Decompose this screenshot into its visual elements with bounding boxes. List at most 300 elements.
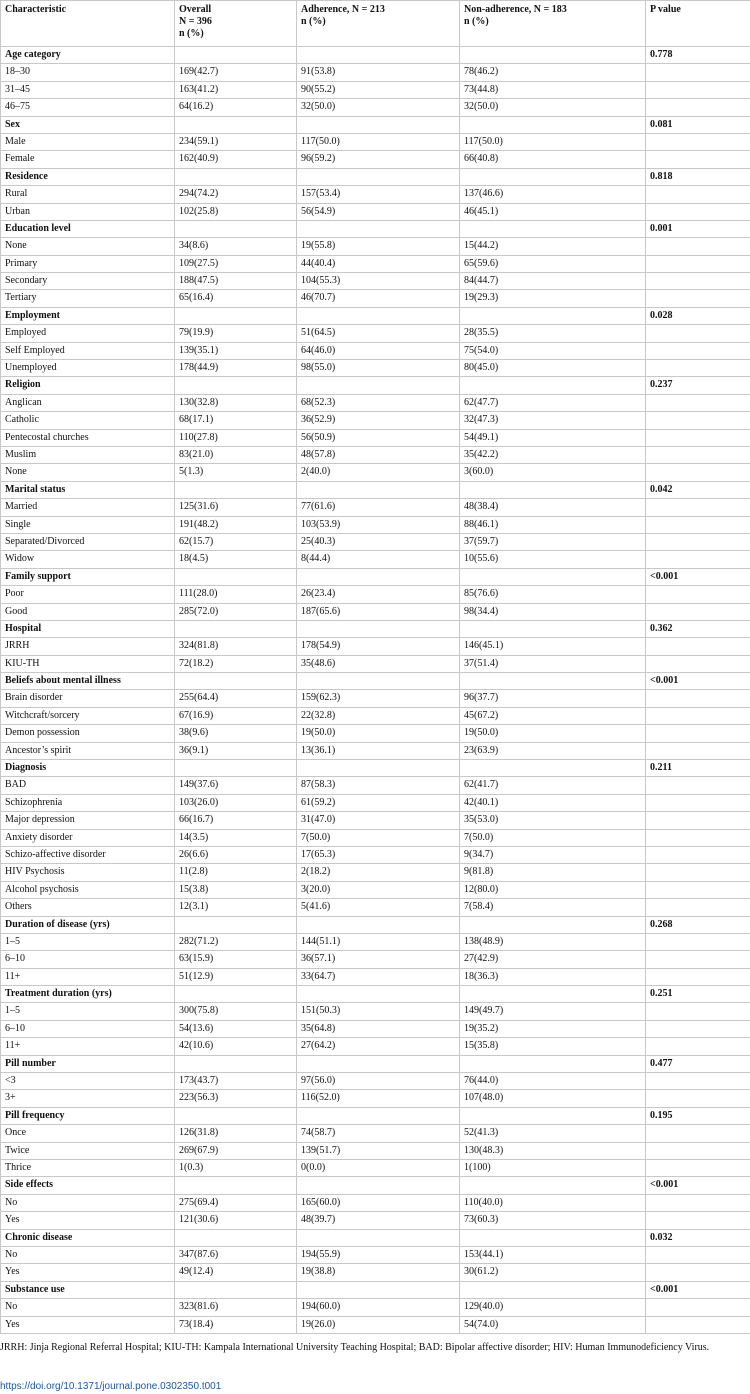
nonadherence-cell: 35(53.0) — [460, 812, 646, 829]
table-row — [1, 255, 750, 272]
empty-cell — [460, 377, 646, 394]
nonadherence-cell: 54(74.0) — [460, 1316, 646, 1333]
empty-cell — [646, 1212, 750, 1229]
empty-cell — [646, 968, 750, 985]
table-row — [1, 1299, 750, 1316]
row-label: 6–10 — [1, 1020, 175, 1037]
empty-cell — [646, 829, 750, 846]
nonadherence-cell: 84(44.7) — [460, 273, 646, 290]
empty-cell — [297, 307, 460, 324]
overall-cell: 14(3.5) — [175, 829, 297, 846]
adherence-cell: 91(53.8) — [297, 64, 460, 81]
table-row — [1, 1038, 750, 1055]
overall-cell: 191(48.2) — [175, 516, 297, 533]
nonadherence-cell: 52(41.3) — [460, 1125, 646, 1142]
adherence-cell: 187(65.6) — [297, 603, 460, 620]
empty-cell — [646, 655, 750, 672]
table-row — [1, 1142, 750, 1159]
row-label: Rural — [1, 186, 175, 203]
nonadherence-cell: 117(50.0) — [460, 133, 646, 150]
nonadherence-cell: 42(40.1) — [460, 794, 646, 811]
nonadherence-cell: 129(40.0) — [460, 1299, 646, 1316]
empty-cell — [297, 377, 460, 394]
empty-cell — [646, 64, 750, 81]
empty-cell — [175, 1229, 297, 1246]
adherence-cell: 178(54.9) — [297, 638, 460, 655]
empty-cell — [646, 325, 750, 342]
overall-cell: 162(40.9) — [175, 151, 297, 168]
row-label: Anxiety disorder — [1, 829, 175, 846]
empty-cell — [646, 499, 750, 516]
overall-cell: 347(87.6) — [175, 1246, 297, 1263]
section-p-value: 0.028 — [646, 307, 750, 324]
table-row — [1, 586, 750, 603]
row-label: Tertiary — [1, 290, 175, 307]
empty-cell — [297, 1281, 460, 1298]
empty-cell — [646, 899, 750, 916]
table-row — [1, 899, 750, 916]
table-row — [1, 151, 750, 168]
empty-cell — [297, 760, 460, 777]
adherence-cell: 117(50.0) — [297, 133, 460, 150]
table-row — [1, 794, 750, 811]
row-label: Alcohol psychosis — [1, 881, 175, 898]
empty-cell — [646, 812, 750, 829]
section-p-value: 0.251 — [646, 986, 750, 1003]
section-header-row — [1, 1281, 750, 1298]
adherence-cell: 7(50.0) — [297, 829, 460, 846]
empty-cell — [646, 273, 750, 290]
row-label: BAD — [1, 777, 175, 794]
section-p-value: 0.211 — [646, 760, 750, 777]
row-label: KIU-TH — [1, 655, 175, 672]
empty-cell — [175, 116, 297, 133]
adherence-cell: 104(55.3) — [297, 273, 460, 290]
adherence-cell: 44(40.4) — [297, 255, 460, 272]
overall-cell: 66(16.7) — [175, 812, 297, 829]
adherence-cell: 0(0.0) — [297, 1160, 460, 1177]
row-label: Married — [1, 499, 175, 516]
adherence-cell: 35(64.8) — [297, 1020, 460, 1037]
row-label: Witchcraft/sorcery — [1, 707, 175, 724]
empty-cell — [646, 151, 750, 168]
header-pvalue: P value — [646, 1, 750, 47]
section-title: Residence — [1, 168, 175, 185]
row-label: Secondary — [1, 273, 175, 290]
nonadherence-cell: 28(35.5) — [460, 325, 646, 342]
empty-cell — [646, 551, 750, 568]
empty-cell — [460, 47, 646, 64]
empty-cell — [646, 1299, 750, 1316]
row-label: No — [1, 1246, 175, 1263]
nonadherence-cell: 78(46.2) — [460, 64, 646, 81]
nonadherence-cell: 1(100) — [460, 1160, 646, 1177]
overall-cell: 65(16.4) — [175, 290, 297, 307]
table-row — [1, 238, 750, 255]
empty-cell — [460, 1177, 646, 1194]
row-label: HIV Psychosis — [1, 864, 175, 881]
nonadherence-cell: 9(81.8) — [460, 864, 646, 881]
adherence-cell: 139(51.7) — [297, 1142, 460, 1159]
adherence-cell: 36(52.9) — [297, 412, 460, 429]
empty-cell — [646, 1316, 750, 1333]
adherence-cell: 22(32.8) — [297, 707, 460, 724]
adherence-cell: 46(70.7) — [297, 290, 460, 307]
empty-cell — [646, 464, 750, 481]
adherence-cell: 144(51.1) — [297, 933, 460, 950]
overall-cell: 12(3.1) — [175, 899, 297, 916]
row-label: Poor — [1, 586, 175, 603]
adherence-cell: 48(39.7) — [297, 1212, 460, 1229]
empty-cell — [646, 290, 750, 307]
overall-cell: 109(27.5) — [175, 255, 297, 272]
nonadherence-cell: 62(47.7) — [460, 394, 646, 411]
section-header-row — [1, 481, 750, 498]
table-row — [1, 638, 750, 655]
empty-cell — [460, 986, 646, 1003]
header-overall-line: N = 396 — [179, 16, 212, 27]
row-label: Yes — [1, 1316, 175, 1333]
empty-cell — [175, 1107, 297, 1124]
section-p-value: 0.477 — [646, 1055, 750, 1072]
adherence-cell: 35(48.6) — [297, 655, 460, 672]
section-header-row — [1, 916, 750, 933]
table-row — [1, 99, 750, 116]
section-title: Chronic disease — [1, 1229, 175, 1246]
table-row — [1, 707, 750, 724]
empty-cell — [646, 690, 750, 707]
empty-cell — [175, 377, 297, 394]
nonadherence-cell: 130(48.3) — [460, 1142, 646, 1159]
adherence-cell: 165(60.0) — [297, 1194, 460, 1211]
row-label: Separated/Divorced — [1, 533, 175, 550]
section-title: Sex — [1, 116, 175, 133]
overall-cell: 51(12.9) — [175, 968, 297, 985]
adherence-cell: 74(58.7) — [297, 1125, 460, 1142]
table-row — [1, 1160, 750, 1177]
section-p-value: 0.032 — [646, 1229, 750, 1246]
adherence-cell: 103(53.9) — [297, 516, 460, 533]
doi-link[interactable]: https://doi.org/10.1371/journal.pone.0302350.t001 — [0, 1381, 222, 1392]
empty-cell — [297, 47, 460, 64]
header-nonadherence-line: n (%) — [464, 16, 489, 27]
table-row — [1, 342, 750, 359]
row-label: None — [1, 238, 175, 255]
header-nonadherence — [460, 1, 646, 47]
row-label: 6–10 — [1, 951, 175, 968]
nonadherence-cell: 19(29.3) — [460, 290, 646, 307]
nonadherence-cell: 54(49.1) — [460, 429, 646, 446]
overall-cell: 110(27.8) — [175, 429, 297, 446]
table-row — [1, 533, 750, 550]
nonadherence-cell: 19(35.2) — [460, 1020, 646, 1037]
overall-cell: 111(28.0) — [175, 586, 297, 603]
empty-cell — [646, 203, 750, 220]
nonadherence-cell: 73(60.3) — [460, 1212, 646, 1229]
empty-cell — [646, 81, 750, 98]
row-label: 46–75 — [1, 99, 175, 116]
table-row — [1, 360, 750, 377]
row-label: 11+ — [1, 1038, 175, 1055]
nonadherence-cell: 153(44.1) — [460, 1246, 646, 1263]
empty-cell — [646, 1020, 750, 1037]
table-row — [1, 499, 750, 516]
row-label: Primary — [1, 255, 175, 272]
empty-cell — [646, 1160, 750, 1177]
empty-cell — [646, 777, 750, 794]
table-row — [1, 464, 750, 481]
table-row — [1, 1020, 750, 1037]
table-row — [1, 690, 750, 707]
adherence-cell: 194(55.9) — [297, 1246, 460, 1263]
empty-cell — [646, 933, 750, 950]
empty-cell — [297, 1107, 460, 1124]
overall-cell: 139(35.1) — [175, 342, 297, 359]
overall-cell: 62(15.7) — [175, 533, 297, 550]
table-row — [1, 64, 750, 81]
empty-cell — [646, 846, 750, 863]
empty-cell — [646, 742, 750, 759]
overall-cell: 178(44.9) — [175, 360, 297, 377]
empty-cell — [646, 638, 750, 655]
table-row — [1, 1316, 750, 1333]
nonadherence-cell: 65(59.6) — [460, 255, 646, 272]
empty-cell — [646, 516, 750, 533]
table-row — [1, 516, 750, 533]
empty-cell — [646, 255, 750, 272]
section-title: Family support — [1, 568, 175, 585]
empty-cell — [646, 725, 750, 742]
empty-cell — [646, 951, 750, 968]
table-row — [1, 1212, 750, 1229]
table-row — [1, 742, 750, 759]
section-p-value: 0.195 — [646, 1107, 750, 1124]
empty-cell — [460, 116, 646, 133]
overall-cell: 42(10.6) — [175, 1038, 297, 1055]
row-label: JRRH — [1, 638, 175, 655]
nonadherence-cell: 15(35.8) — [460, 1038, 646, 1055]
section-title: Duration of disease (yrs) — [1, 916, 175, 933]
section-p-value: 0.081 — [646, 116, 750, 133]
nonadherence-cell: 88(46.1) — [460, 516, 646, 533]
adherence-cell: 96(59.2) — [297, 151, 460, 168]
row-label: 1–5 — [1, 933, 175, 950]
empty-cell — [297, 916, 460, 933]
adherence-cell: 2(18.2) — [297, 864, 460, 881]
section-header-row — [1, 620, 750, 637]
adherence-cell: 157(53.4) — [297, 186, 460, 203]
overall-cell: 125(31.6) — [175, 499, 297, 516]
adherence-cell: 56(50.9) — [297, 429, 460, 446]
empty-cell — [460, 220, 646, 237]
row-label: Good — [1, 603, 175, 620]
overall-cell: 103(26.0) — [175, 794, 297, 811]
row-label: Catholic — [1, 412, 175, 429]
nonadherence-cell: 48(38.4) — [460, 499, 646, 516]
adherence-cell: 90(55.2) — [297, 81, 460, 98]
row-label: Self Employed — [1, 342, 175, 359]
nonadherence-cell: 27(42.9) — [460, 951, 646, 968]
overall-cell: 34(8.6) — [175, 238, 297, 255]
nonadherence-cell: 9(34.7) — [460, 846, 646, 863]
overall-cell: 5(1.3) — [175, 464, 297, 481]
overall-cell: 163(41.2) — [175, 81, 297, 98]
adherence-cell: 26(23.4) — [297, 586, 460, 603]
empty-cell — [646, 394, 750, 411]
section-header-row — [1, 760, 750, 777]
nonadherence-cell: 30(61.2) — [460, 1264, 646, 1281]
empty-cell — [175, 220, 297, 237]
adherence-cell: 33(64.7) — [297, 968, 460, 985]
table-row — [1, 273, 750, 290]
adherence-cell: 159(62.3) — [297, 690, 460, 707]
nonadherence-cell: 35(42.2) — [460, 446, 646, 463]
table-row — [1, 394, 750, 411]
empty-cell — [297, 568, 460, 585]
section-p-value: 0.362 — [646, 620, 750, 637]
empty-cell — [297, 673, 460, 690]
section-header-row — [1, 1177, 750, 1194]
adherence-cell: 25(40.3) — [297, 533, 460, 550]
section-p-value: 0.237 — [646, 377, 750, 394]
empty-cell — [175, 568, 297, 585]
overall-cell: 324(81.8) — [175, 638, 297, 655]
table-row — [1, 725, 750, 742]
nonadherence-cell: 98(34.4) — [460, 603, 646, 620]
nonadherence-cell: 15(44.2) — [460, 238, 646, 255]
adherence-cell: 19(26.0) — [297, 1316, 460, 1333]
table-row — [1, 1125, 750, 1142]
row-label: 31–45 — [1, 81, 175, 98]
nonadherence-cell: 138(48.9) — [460, 933, 646, 950]
overall-cell: 102(25.8) — [175, 203, 297, 220]
row-label: Demon possession — [1, 725, 175, 742]
empty-cell — [175, 168, 297, 185]
row-label: Single — [1, 516, 175, 533]
empty-cell — [175, 986, 297, 1003]
empty-cell — [646, 1264, 750, 1281]
row-label: Muslim — [1, 446, 175, 463]
empty-cell — [175, 916, 297, 933]
adherence-cell: 19(55.8) — [297, 238, 460, 255]
overall-cell: 130(32.8) — [175, 394, 297, 411]
section-header-row — [1, 673, 750, 690]
header-adherence-line: n (%) — [301, 16, 326, 27]
nonadherence-cell: 96(37.7) — [460, 690, 646, 707]
adherence-cell: 36(57.1) — [297, 951, 460, 968]
adherence-cell: 194(60.0) — [297, 1299, 460, 1316]
empty-cell — [460, 760, 646, 777]
table-body — [1, 47, 750, 1334]
empty-cell — [297, 481, 460, 498]
table-row — [1, 829, 750, 846]
overall-cell: 275(69.4) — [175, 1194, 297, 1211]
overall-cell: 282(71.2) — [175, 933, 297, 950]
empty-cell — [646, 1142, 750, 1159]
overall-cell: 15(3.8) — [175, 881, 297, 898]
empty-cell — [646, 133, 750, 150]
empty-cell — [646, 360, 750, 377]
row-label: Female — [1, 151, 175, 168]
empty-cell — [297, 620, 460, 637]
empty-cell — [646, 603, 750, 620]
table-row — [1, 968, 750, 985]
adherence-cell: 51(64.5) — [297, 325, 460, 342]
nonadherence-cell: 18(36.3) — [460, 968, 646, 985]
empty-cell — [646, 1038, 750, 1055]
row-label: Schizo-affective disorder — [1, 846, 175, 863]
row-label: Brain disorder — [1, 690, 175, 707]
section-title: Age category — [1, 47, 175, 64]
nonadherence-cell: 66(40.8) — [460, 151, 646, 168]
adherence-cell: 19(50.0) — [297, 725, 460, 742]
table-row — [1, 655, 750, 672]
row-label: Once — [1, 1125, 175, 1142]
row-label: Urban — [1, 203, 175, 220]
row-label: Yes — [1, 1212, 175, 1229]
section-header-row — [1, 1229, 750, 1246]
empty-cell — [175, 760, 297, 777]
overall-cell: 255(64.4) — [175, 690, 297, 707]
section-header-row — [1, 377, 750, 394]
overall-cell: 121(30.6) — [175, 1212, 297, 1229]
adherence-cell: 17(65.3) — [297, 846, 460, 863]
table-row — [1, 846, 750, 863]
table-row — [1, 1264, 750, 1281]
table-row — [1, 1090, 750, 1107]
table-row — [1, 203, 750, 220]
table-row — [1, 881, 750, 898]
overall-cell: 72(18.2) — [175, 655, 297, 672]
nonadherence-cell: 3(60.0) — [460, 464, 646, 481]
row-label: None — [1, 464, 175, 481]
row-label: <3 — [1, 1073, 175, 1090]
row-label: No — [1, 1194, 175, 1211]
row-label: Yes — [1, 1264, 175, 1281]
section-p-value: 0.001 — [646, 220, 750, 237]
overall-cell: 188(47.5) — [175, 273, 297, 290]
nonadherence-cell: 73(44.8) — [460, 81, 646, 98]
empty-cell — [297, 986, 460, 1003]
header-overall — [175, 1, 297, 47]
section-title: Religion — [1, 377, 175, 394]
section-header-row — [1, 220, 750, 237]
overall-cell: 126(31.8) — [175, 1125, 297, 1142]
empty-cell — [646, 238, 750, 255]
nonadherence-cell: 37(51.4) — [460, 655, 646, 672]
row-label: 3+ — [1, 1090, 175, 1107]
empty-cell — [646, 881, 750, 898]
section-title: Marital status — [1, 481, 175, 498]
adherence-cell: 116(52.0) — [297, 1090, 460, 1107]
empty-cell — [175, 673, 297, 690]
nonadherence-cell: 19(50.0) — [460, 725, 646, 742]
section-header-row — [1, 168, 750, 185]
row-label: Male — [1, 133, 175, 150]
empty-cell — [175, 481, 297, 498]
empty-cell — [646, 186, 750, 203]
adherence-cell: 3(20.0) — [297, 881, 460, 898]
section-p-value: <0.001 — [646, 1177, 750, 1194]
table-row — [1, 1194, 750, 1211]
empty-cell — [646, 446, 750, 463]
section-header-row — [1, 1055, 750, 1072]
table-row — [1, 429, 750, 446]
row-label: Twice — [1, 1142, 175, 1159]
row-label: Others — [1, 899, 175, 916]
nonadherence-cell: 12(80.0) — [460, 881, 646, 898]
section-p-value: <0.001 — [646, 673, 750, 690]
